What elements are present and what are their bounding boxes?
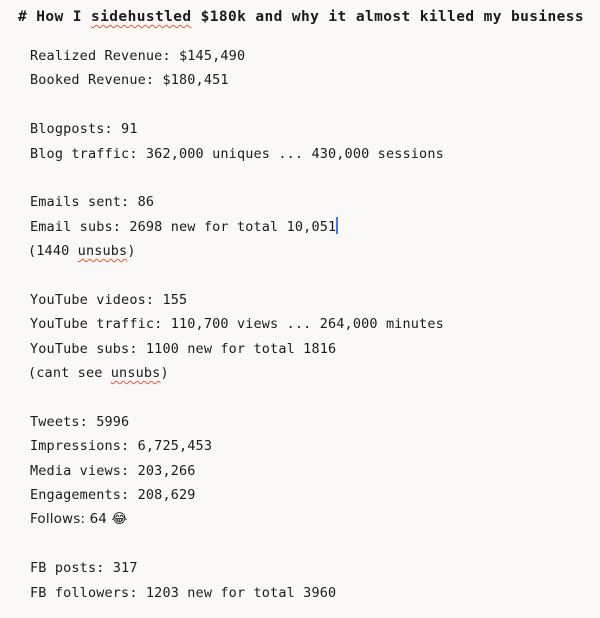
text-line-email-subs — [30, 215, 590, 239]
title-part-two: $180k and why it almost killed my business — [191, 9, 585, 25]
blank-line — [30, 264, 590, 288]
youtube-unsubs-prefix: (cant see — [28, 365, 111, 382]
text-line-youtube-unsubs — [28, 361, 590, 385]
blank-line — [30, 532, 590, 556]
text-line-email-unsubs — [28, 239, 590, 263]
blank-line — [30, 166, 590, 190]
title-part-one: How I — [36, 9, 92, 25]
text-line-fb-posts: FB posts: 317 — [30, 560, 138, 577]
misspelled-word-unsubs[interactable]: unsubs — [77, 243, 128, 260]
misspelled-word-unsubs[interactable]: unsubs — [110, 365, 161, 382]
email-unsubs-prefix: (1440 — [28, 243, 78, 260]
blank-line — [30, 93, 590, 117]
text-line-youtube-traffic: YouTube traffic: 110,700 views ... 264,000 minutes — [30, 316, 444, 333]
text-line-tweets: Tweets: 5996 — [30, 413, 130, 430]
title-misspelled-word[interactable]: sidehustled — [91, 9, 192, 25]
text-line-blogposts: Blogposts: 91 — [30, 121, 138, 138]
youtube-unsubs-suffix: ) — [160, 365, 169, 382]
text-line-youtube-subs: YouTube subs: 1100 new for total 1816 — [30, 340, 337, 357]
text-line-media-views: Media views: 203,266 — [30, 462, 196, 479]
blank-line — [30, 385, 590, 409]
page-title[interactable] — [18, 4, 592, 30]
text-line-follows: Follows: 64 😂 — [30, 511, 128, 528]
text-line-realized-revenue: Realized Revenue: $145,490 — [30, 48, 246, 64]
text-line-emails-sent: Emails sent: 86 — [30, 194, 155, 211]
text-cursor — [336, 217, 338, 234]
text-line-youtube-videos: YouTube videos: 155 — [30, 291, 188, 308]
text-line-impressions: Impressions: 6,725,453 — [30, 438, 213, 455]
email-unsubs-suffix: ) — [127, 243, 136, 260]
text-line-blog-traffic: Blog traffic: 362,000 uniques ... 430,000 sessions — [30, 145, 444, 162]
text-line-engagements: Engagements: 208,629 — [30, 487, 196, 504]
heading-hash-marker: # — [18, 9, 37, 25]
email-subs-text: Email subs: 2698 new for total 10,051 — [30, 218, 337, 235]
text-line-fb-followers: FB followers: 1203 new for total 3960 — [30, 584, 337, 601]
document-body[interactable] — [30, 44, 590, 618]
text-line-booked-revenue: Booked Revenue: $180,451 — [30, 72, 229, 89]
